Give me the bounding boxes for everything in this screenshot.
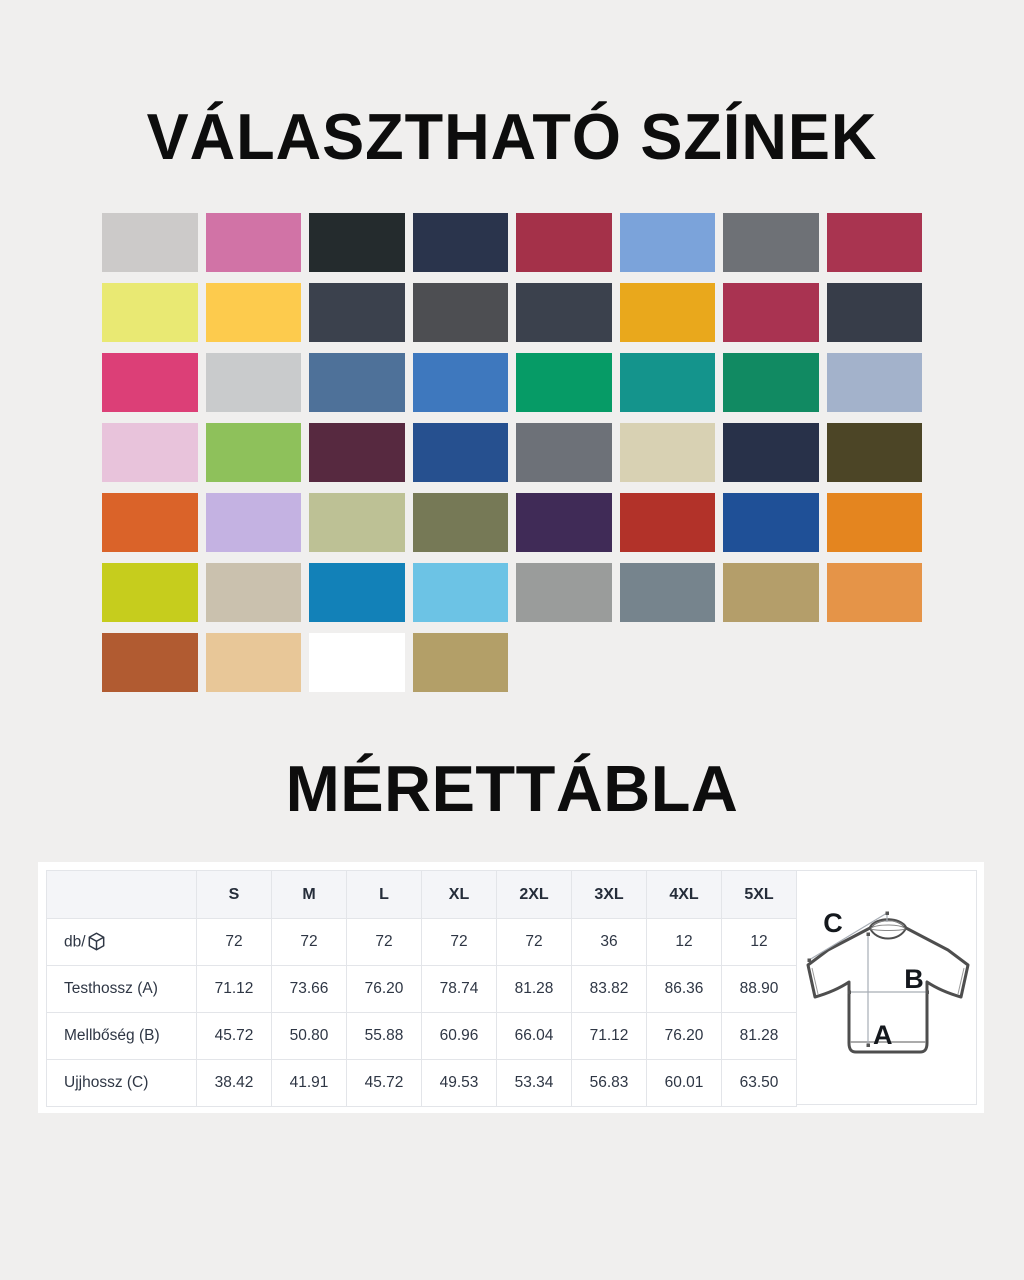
- row-label-text: Testhossz (A): [64, 979, 158, 997]
- color-swatch-20: [413, 353, 509, 412]
- color-swatch-29: [516, 423, 612, 482]
- size-table: [46, 870, 797, 1107]
- color-swatch-35: [309, 493, 405, 552]
- size-value-cell: 63.50: [722, 1060, 797, 1107]
- size-table-row: [47, 1013, 797, 1060]
- size-table-corner-cell: [47, 871, 197, 919]
- row-label-text: Mellbőség (B): [64, 1026, 160, 1044]
- size-value-cell: 76.20: [647, 1013, 722, 1060]
- color-swatch-11: [309, 283, 405, 342]
- color-swatch-grid: [102, 213, 922, 692]
- color-swatch-4: [413, 213, 509, 272]
- size-value-cell: 76.20: [347, 966, 422, 1013]
- color-swatch-10: [206, 283, 302, 342]
- color-swatch-3: [309, 213, 405, 272]
- color-swatch-25: [102, 423, 198, 482]
- color-swatch-6: [620, 213, 716, 272]
- row-label: [47, 966, 197, 1013]
- color-swatch-38: [620, 493, 716, 552]
- size-value-cell: 56.83: [572, 1060, 647, 1107]
- size-table-row: [47, 966, 797, 1013]
- color-swatch-50: [206, 633, 302, 692]
- label-a: A: [873, 1020, 893, 1050]
- size-value-cell: 60.96: [422, 1013, 497, 1060]
- color-swatch-46: [620, 563, 716, 622]
- color-swatch-24: [827, 353, 923, 412]
- color-swatch-12: [413, 283, 509, 342]
- size-value-cell: 72: [197, 919, 272, 966]
- color-swatch-40: [827, 493, 923, 552]
- size-value-cell: 86.36: [647, 966, 722, 1013]
- size-column-header-l: L: [347, 871, 422, 919]
- size-table-row: [47, 919, 797, 966]
- size-table-body: [47, 919, 797, 1107]
- size-value-cell: 12: [647, 919, 722, 966]
- color-swatch-37: [516, 493, 612, 552]
- size-column-header-xl: XL: [422, 871, 497, 919]
- color-swatch-52: [413, 633, 509, 692]
- size-value-cell: 72: [422, 919, 497, 966]
- size-value-cell: 53.34: [497, 1060, 572, 1107]
- color-swatch-30: [620, 423, 716, 482]
- size-value-cell: 49.53: [422, 1060, 497, 1107]
- color-swatch-1: [102, 213, 198, 272]
- row-label-text: Ujjhossz (C): [64, 1073, 149, 1091]
- color-swatch-26: [206, 423, 302, 482]
- color-swatch-9: [102, 283, 198, 342]
- size-value-cell: 72: [497, 919, 572, 966]
- size-value-cell: 81.28: [722, 1013, 797, 1060]
- color-swatch-47: [723, 563, 819, 622]
- size-value-cell: 45.72: [197, 1013, 272, 1060]
- label-b: B: [904, 964, 924, 994]
- color-swatch-8: [827, 213, 923, 272]
- color-swatch-51: [309, 633, 405, 692]
- row-label: [47, 1013, 197, 1060]
- color-swatch-39: [723, 493, 819, 552]
- color-swatch-45: [516, 563, 612, 622]
- size-value-cell: 55.88: [347, 1013, 422, 1060]
- size-table-row: [47, 1060, 797, 1107]
- color-swatch-19: [309, 353, 405, 412]
- row-label: [47, 1060, 197, 1107]
- package-icon: [87, 932, 106, 951]
- size-value-cell: 72: [347, 919, 422, 966]
- size-value-cell: 71.12: [197, 966, 272, 1013]
- row-label-text: db/: [64, 933, 86, 950]
- color-swatch-48: [827, 563, 923, 622]
- tshirt-diagram-illustration: [797, 871, 975, 1104]
- size-value-cell: 60.01: [647, 1060, 722, 1107]
- size-value-cell: 73.66: [272, 966, 347, 1013]
- selectable-colors-title: VÁLASZTHATÓ SZÍNEK: [146, 100, 878, 173]
- size-value-cell: 45.72: [347, 1060, 422, 1107]
- size-value-cell: 83.82: [572, 966, 647, 1013]
- size-value-cell: 41.91: [272, 1060, 347, 1107]
- color-swatch-22: [620, 353, 716, 412]
- color-swatch-21: [516, 353, 612, 412]
- size-chart-panel: [38, 862, 984, 1113]
- size-value-cell: 88.90: [722, 966, 797, 1013]
- size-column-header-5xl: 5XL: [722, 871, 797, 919]
- color-swatch-16: [827, 283, 923, 342]
- size-value-cell: 50.80: [272, 1013, 347, 1060]
- size-value-cell: 12: [722, 919, 797, 966]
- size-column-header-s: S: [197, 871, 272, 919]
- color-swatch-27: [309, 423, 405, 482]
- size-value-cell: 36: [572, 919, 647, 966]
- color-swatch-43: [309, 563, 405, 622]
- color-swatch-14: [620, 283, 716, 342]
- row-label: [47, 919, 197, 966]
- color-swatch-13: [516, 283, 612, 342]
- color-swatch-15: [723, 283, 819, 342]
- size-column-header-2xl: 2XL: [497, 871, 572, 919]
- label-c: C: [823, 908, 843, 938]
- color-swatch-2: [206, 213, 302, 272]
- color-swatch-32: [827, 423, 923, 482]
- size-column-header-4xl: 4XL: [647, 871, 722, 919]
- color-swatch-33: [102, 493, 198, 552]
- size-table-header-row: [47, 871, 797, 919]
- size-value-cell: 72: [272, 919, 347, 966]
- color-swatch-5: [516, 213, 612, 272]
- tshirt-measure-diagram: [797, 870, 977, 1105]
- color-swatch-18: [206, 353, 302, 412]
- color-swatch-42: [206, 563, 302, 622]
- size-column-header-3xl: 3XL: [572, 871, 647, 919]
- color-swatch-41: [102, 563, 198, 622]
- color-swatch-7: [723, 213, 819, 272]
- size-value-cell: 71.12: [572, 1013, 647, 1060]
- color-swatch-17: [102, 353, 198, 412]
- size-value-cell: 38.42: [197, 1060, 272, 1107]
- color-swatch-34: [206, 493, 302, 552]
- size-value-cell: 78.74: [422, 966, 497, 1013]
- size-value-cell: 81.28: [497, 966, 572, 1013]
- size-chart-title: MÉRETTÁBLA: [285, 752, 739, 825]
- color-swatch-36: [413, 493, 509, 552]
- color-swatch-23: [723, 353, 819, 412]
- size-value-cell: 66.04: [497, 1013, 572, 1060]
- size-column-header-m: M: [272, 871, 347, 919]
- color-swatch-31: [723, 423, 819, 482]
- color-swatch-28: [413, 423, 509, 482]
- color-swatch-49: [102, 633, 198, 692]
- color-swatch-44: [413, 563, 509, 622]
